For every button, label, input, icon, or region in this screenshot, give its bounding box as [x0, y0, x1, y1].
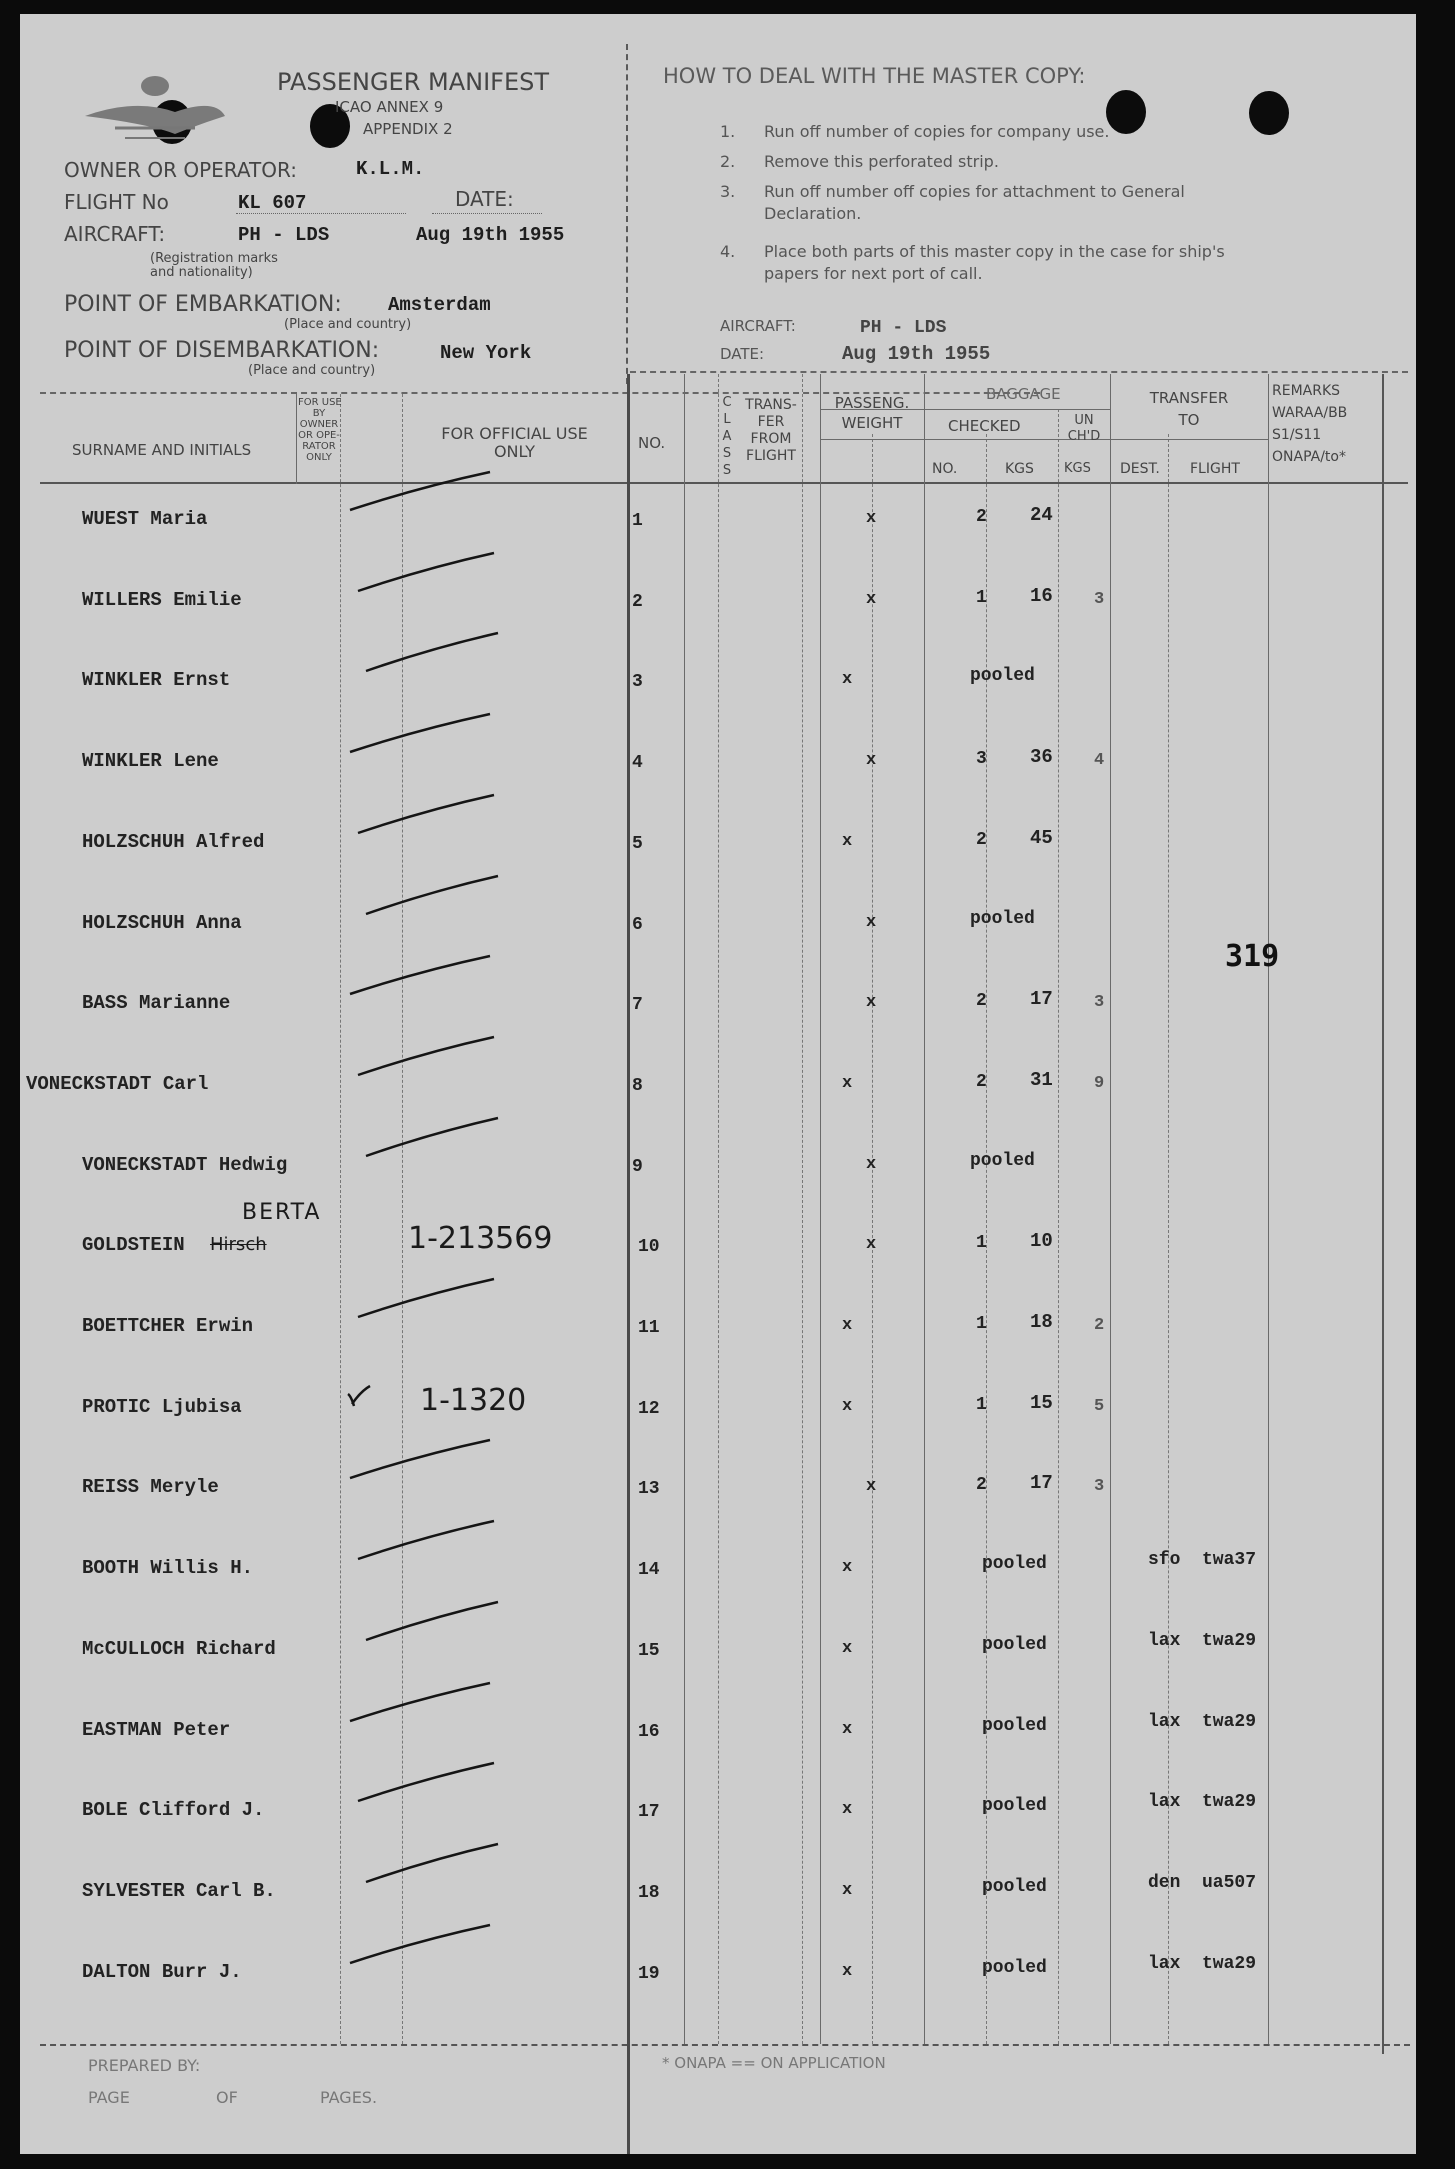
- official-use-number: 1-213569: [408, 1221, 553, 1256]
- approval-stroke: [350, 1925, 490, 1963]
- column-header-line: OR OPE-: [298, 430, 340, 441]
- column-header-line: C: [722, 395, 732, 410]
- passenger-name: WINKLER Lene: [82, 750, 219, 772]
- column-header-line: REMARKS: [1272, 383, 1341, 399]
- transfer-dest: den: [1148, 1873, 1181, 1893]
- checked-bag-count: 2: [976, 991, 987, 1011]
- weight-mark: x: [866, 1477, 877, 1496]
- baggage-pooled: pooled: [970, 666, 1035, 686]
- passenger-number: 3: [632, 672, 643, 692]
- column-header-line: RATOR: [302, 441, 336, 452]
- instr-aircraft-label: AIRCRAFT:: [720, 317, 796, 335]
- transfer-dest: lax: [1148, 1792, 1181, 1812]
- column-header-line: WEIGHT: [841, 414, 903, 432]
- instruction-number: 3.: [720, 182, 736, 201]
- passenger-name: SYLVESTER Carl B.: [82, 1880, 276, 1902]
- passenger-number: 6: [632, 915, 643, 935]
- passenger-number: 1: [632, 511, 643, 531]
- passenger-number: 13: [638, 1479, 660, 1499]
- weight-mark: x: [866, 993, 877, 1012]
- instruction-number: 1.: [720, 122, 736, 141]
- column-header-line: S: [722, 446, 732, 461]
- transfer-dest: lax: [1148, 1954, 1181, 1974]
- passenger-name: EASTMAN Peter: [82, 1719, 231, 1741]
- checked-bag-kgs: 45: [1030, 827, 1053, 849]
- col-checked-kgs: KGS: [1005, 461, 1034, 477]
- instruction-number: 2.: [720, 152, 736, 171]
- column-header-line: S1/S11: [1272, 427, 1322, 443]
- owner-label: OWNER OR OPERATOR:: [64, 158, 297, 182]
- passenger-number: 2: [632, 592, 643, 612]
- transfer-flight: twa29: [1202, 1712, 1257, 1732]
- instruction-text: Place both parts of this master copy in the case for ship's: [764, 242, 1225, 261]
- checked-bag-count: 1: [976, 1233, 987, 1253]
- aircraft-value: PH - LDS: [238, 224, 330, 246]
- instructions-title: HOW TO DEAL WITH THE MASTER COPY:: [663, 64, 1086, 88]
- passenger-name: HOLZSCHUH Anna: [82, 912, 242, 934]
- unchecked-bag-kgs: 5: [1094, 1397, 1105, 1416]
- checked-bag-count: 1: [976, 1395, 987, 1415]
- checked-bag-kgs: 10: [1030, 1230, 1053, 1252]
- column-header-line: ONLY: [306, 452, 332, 463]
- passenger-number: 10: [638, 1237, 660, 1257]
- passenger-name: BOETTCHER Erwin: [82, 1315, 254, 1337]
- checked-bag-kgs: 16: [1030, 585, 1053, 607]
- page-label: PAGE: [88, 2088, 130, 2107]
- passenger-name: BOOTH Willis H.: [82, 1557, 254, 1579]
- handwritten-name-note: BERTA: [242, 1200, 322, 1225]
- col-baggage: BAGGAGE: [986, 385, 1061, 403]
- checked-bag-count: 1: [976, 588, 987, 608]
- approval-stroke: [358, 1279, 494, 1317]
- disembarkation-note: (Place and country): [248, 363, 376, 378]
- column-header-line: TO: [1178, 411, 1200, 429]
- baggage-pooled: pooled: [982, 1635, 1047, 1655]
- passenger-number: 5: [632, 834, 643, 854]
- check-mark: [348, 1394, 354, 1406]
- column-header-line: FOR USE: [298, 397, 342, 408]
- passenger-name: BASS Marianne: [82, 992, 231, 1014]
- checked-bag-kgs: 24: [1030, 504, 1053, 526]
- of-label: OF: [216, 2088, 238, 2107]
- onapa-note: * ONAPA == ON APPLICATION: [662, 2054, 886, 2072]
- column-header-line: OWNER: [299, 419, 339, 430]
- unchecked-bag-kgs: 3: [1094, 1477, 1105, 1496]
- transfer-flight: twa29: [1202, 1792, 1257, 1812]
- weight-mark: x: [866, 1155, 877, 1174]
- col-surname: SURNAME AND INITIALS: [72, 441, 252, 459]
- embarkation-value: Amsterdam: [388, 294, 491, 316]
- instruction-text: Remove this perforated strip.: [764, 152, 999, 171]
- instr-date-label: DATE:: [720, 345, 765, 363]
- column-header-line: PASSENG.: [834, 394, 910, 412]
- checked-bag-kgs: 15: [1030, 1392, 1053, 1414]
- disembarkation-label: POINT OF DISEMBARKATION:: [64, 338, 380, 363]
- approval-stroke: [350, 956, 490, 994]
- passenger-name: BOLE Clifford J.: [82, 1799, 265, 1821]
- checked-bag-kgs: 18: [1030, 1311, 1053, 1333]
- ink-strokes: [20, 14, 1416, 2154]
- column-header-line: S: [722, 463, 732, 478]
- approval-stroke: [366, 1118, 498, 1156]
- passenger-number: 16: [638, 1722, 660, 1742]
- col-flight: FLIGHT: [1190, 461, 1240, 477]
- weight-mark: x: [866, 913, 877, 932]
- column-header-line: TRANSFER: [1149, 389, 1229, 407]
- passenger-number: 17: [638, 1802, 660, 1822]
- passenger-number: 11: [638, 1318, 660, 1338]
- approval-stroke: [350, 714, 490, 752]
- approval-stroke: [358, 553, 494, 591]
- passenger-number: 12: [638, 1399, 660, 1419]
- checked-bag-count: 2: [976, 830, 987, 850]
- unchecked-bag-kgs: 3: [1094, 590, 1105, 609]
- column-header-line: UN: [1074, 413, 1094, 428]
- passenger-number: 18: [638, 1883, 660, 1903]
- column-header-line: FER: [757, 414, 785, 430]
- transfer-flight: twa29: [1202, 1631, 1257, 1651]
- struck-name: Hirsch: [210, 1234, 267, 1255]
- flight-value: KL 607: [238, 192, 307, 214]
- passenger-number: 19: [638, 1964, 660, 1984]
- col-checked-no: NO.: [932, 461, 958, 477]
- transfer-flight: twa29: [1202, 1954, 1257, 1974]
- aircraft-label: AIRCRAFT:: [64, 222, 166, 246]
- approval-stroke: [358, 1763, 494, 1801]
- weight-mark: x: [842, 1720, 853, 1739]
- transfer-flight: twa37: [1202, 1550, 1257, 1570]
- col-dest: DEST.: [1120, 461, 1160, 477]
- passenger-name: VONECKSTADT Carl: [26, 1073, 209, 1095]
- date-value: Aug 19th 1955: [416, 224, 565, 246]
- unchecked-bag-kgs: 2: [1094, 1316, 1105, 1335]
- weight-mark: x: [842, 832, 853, 851]
- transfer-dest: lax: [1148, 1712, 1181, 1732]
- weight-mark: x: [842, 1074, 853, 1093]
- passenger-name: HOLZSCHUH Alfred: [82, 831, 265, 853]
- registration-note: and nationality): [150, 265, 253, 280]
- pages-label: PAGES.: [320, 2088, 378, 2107]
- passenger-number: 8: [632, 1076, 643, 1096]
- manifest-title: PASSENGER MANIFEST: [277, 68, 550, 96]
- baggage-pooled: pooled: [982, 1877, 1047, 1897]
- appendix: APPENDIX 2: [363, 120, 453, 138]
- approval-stroke: [358, 795, 494, 833]
- weight-mark: x: [866, 590, 877, 609]
- column-header-line: BY: [312, 408, 326, 419]
- column-header-line: WARAA/BB: [1272, 405, 1348, 421]
- checked-bag-count: 3: [976, 749, 987, 769]
- icao-annex: ICAO ANNEX 9: [335, 98, 444, 116]
- transfer-dest: sfo: [1148, 1550, 1181, 1570]
- passenger-number: 15: [638, 1641, 660, 1661]
- prepared-by-label: PREPARED BY:: [88, 2056, 201, 2075]
- approval-stroke: [366, 633, 498, 671]
- owner-value: K.L.M.: [356, 158, 425, 180]
- checked-bag-count: 1: [976, 1314, 987, 1334]
- instruction-text: papers for next port of call.: [764, 264, 983, 283]
- checked-bag-kgs: 17: [1030, 1472, 1053, 1494]
- approval-stroke: [366, 1602, 498, 1640]
- passenger-name: REISS Meryle: [82, 1476, 219, 1498]
- instr-date-value: Aug 19th 1955: [842, 343, 991, 365]
- flight-label: FLIGHT No: [64, 190, 169, 214]
- baggage-pooled: pooled: [982, 1958, 1047, 1978]
- checked-bag-kgs: 31: [1030, 1069, 1053, 1091]
- col-no: NO.: [638, 434, 666, 452]
- registration-note: (Registration marks: [150, 251, 278, 266]
- column-header-line: FOR OFFICIAL USE: [441, 424, 588, 443]
- weight-mark: x: [842, 1800, 853, 1819]
- checked-bag-count: 2: [976, 1475, 987, 1495]
- weight-mark: x: [866, 1235, 877, 1254]
- column-header-line: FROM: [750, 431, 792, 447]
- checked-bag-kgs: 17: [1030, 988, 1053, 1010]
- passenger-name: PROTIC Ljubisa: [82, 1396, 242, 1418]
- passenger-name: DALTON Burr J.: [82, 1961, 242, 1983]
- approval-stroke: [350, 472, 490, 510]
- embarkation-note: (Place and country): [284, 317, 412, 332]
- column-header-line: CH'D: [1067, 429, 1101, 444]
- instruction-text: Run off number off copies for attachment to General: [764, 182, 1185, 201]
- checked-bag-count: 2: [976, 507, 987, 527]
- instr-aircraft-value: PH - LDS: [860, 318, 947, 338]
- baggage-pooled: pooled: [982, 1796, 1047, 1816]
- baggage-pooled: pooled: [982, 1554, 1047, 1574]
- remark-annotation: 319: [1225, 939, 1280, 974]
- column-header-line: ONLY: [493, 442, 536, 461]
- col-unchecked-kgs: KGS: [1064, 461, 1091, 476]
- weight-mark: x: [842, 1558, 853, 1577]
- transfer-dest: lax: [1148, 1631, 1181, 1651]
- passenger-name: WILLERS Emilie: [82, 589, 242, 611]
- column-header-line: TRANS-: [745, 397, 797, 413]
- checked-bag-count: 2: [976, 1072, 987, 1092]
- baggage-pooled: pooled: [982, 1716, 1047, 1736]
- passenger-name: GOLDSTEIN: [82, 1234, 185, 1256]
- column-header-line: L: [723, 412, 731, 427]
- baggage-pooled: pooled: [970, 1151, 1035, 1171]
- approval-stroke: [366, 1844, 498, 1882]
- instruction-text: Run off number of copies for company use.: [764, 122, 1110, 141]
- unchecked-bag-kgs: 4: [1094, 751, 1105, 770]
- checked-bag-kgs: 36: [1030, 746, 1053, 768]
- weight-mark: x: [842, 1881, 853, 1900]
- weight-mark: x: [866, 509, 877, 528]
- col-checked: CHECKED: [948, 417, 1021, 435]
- transfer-flight: ua507: [1202, 1873, 1257, 1893]
- passenger-number: 14: [638, 1560, 660, 1580]
- instruction-text: Declaration.: [764, 204, 862, 223]
- column-header-line: FLIGHT: [746, 448, 796, 464]
- weight-mark: x: [866, 751, 877, 770]
- passenger-name: VONECKSTADT Hedwig: [82, 1154, 288, 1176]
- baggage-pooled: pooled: [970, 909, 1035, 929]
- embarkation-label: POINT OF EMBARKATION:: [64, 292, 342, 317]
- approval-stroke: [358, 1521, 494, 1559]
- unchecked-bag-kgs: 9: [1094, 1074, 1105, 1093]
- disembarkation-value: New York: [440, 342, 532, 364]
- date-label: DATE:: [455, 187, 514, 211]
- passenger-name: WINKLER Ernst: [82, 669, 231, 691]
- weight-mark: x: [842, 670, 853, 689]
- approval-stroke: [350, 1440, 490, 1478]
- passenger-number: 4: [632, 753, 643, 773]
- unchecked-bag-kgs: 3: [1094, 993, 1105, 1012]
- instruction-number: 4.: [720, 242, 736, 261]
- check-mark: [352, 1386, 370, 1404]
- passenger-name: WUEST Maria: [82, 508, 208, 530]
- approval-stroke: [350, 1683, 490, 1721]
- official-use-number: 1-1320: [420, 1383, 527, 1418]
- weight-mark: x: [842, 1397, 853, 1416]
- approval-stroke: [366, 876, 498, 914]
- weight-mark: x: [842, 1316, 853, 1335]
- passenger-name: McCULLOCH Richard: [82, 1638, 276, 1660]
- passenger-number: 7: [632, 995, 643, 1015]
- approval-stroke: [358, 1037, 494, 1075]
- manifest-sheet: [20, 14, 1416, 2154]
- weight-mark: x: [842, 1639, 853, 1658]
- weight-mark: x: [842, 1962, 853, 1981]
- column-header-line: ONAPA/to*: [1272, 449, 1346, 465]
- passenger-number: 9: [632, 1157, 643, 1177]
- column-header-line: A: [722, 429, 732, 444]
